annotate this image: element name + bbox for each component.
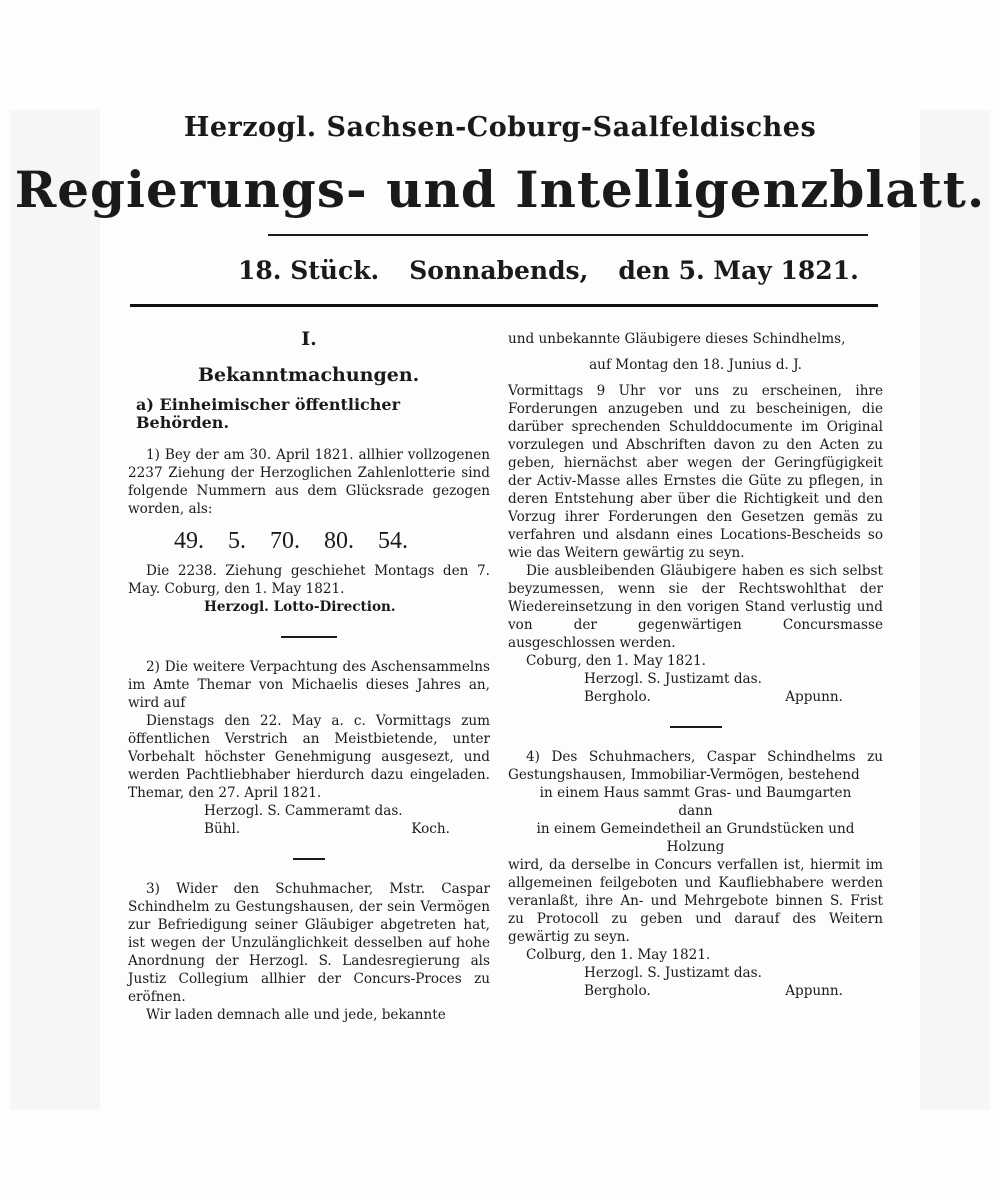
header-rule-thick: [130, 304, 878, 307]
notice-3-place-date: Coburg, den 1. May 1821.: [526, 653, 706, 669]
left-column: [128, 330, 490, 1024]
signer-name: Bergholo.: [584, 689, 651, 705]
lottery-number: 70.: [270, 528, 300, 554]
notice-2-text: 2) Die weitere Verpachtung des Aschensammelns im Amte Themar von Michaelis dieses Jahres an, wird auf: [128, 659, 490, 711]
signer-name: Bergholo.: [584, 983, 651, 999]
notice-2-signers: [204, 820, 450, 838]
property-connector: dann: [678, 803, 713, 819]
header-subtitle: Herzogl. Sachsen-Coburg-Saalfeldisches: [183, 112, 817, 143]
property-item: in einem Gemeindetheil an Grundstücken und Holzung: [536, 821, 855, 855]
issue-day: Sonnabends,: [409, 256, 589, 285]
issue-date: den 5. May 1821.: [618, 256, 859, 285]
notice-3-signers: [584, 688, 843, 706]
notice-2-details: Dienstags den 22. May a. c. Vormittags zum öffentlichen Verstrich an Meistbietende, unter Vorbehalt höchster Genehmigung ausgesezt, und werden Pachtliebhaber hierdurch dazu eingeladen. Themar, den 27. April 1821.: [128, 713, 490, 801]
page-bleed-right: [920, 110, 990, 1110]
page-bleed-left: [10, 110, 100, 1110]
signer-name: Bühl.: [204, 821, 241, 837]
notice-3-instructions: Vormittags 9 Uhr vor uns zu erscheinen, ihre Forderungen anzugeben und zu bescheinigen, die darüber sprechenden Schulddocumente im Original vorzulegen und Abschriften davon zu den Acten zu geben, hiernächst aber wegen der Geringfügigkeit der Activ-Masse alles Ernstes die Güte zu pflegen, in deren Entstehung aber über die Richtigkeit und den Vorzug ihrer Forderungen den Gesetzen gemäs zu verfahren und alsdann eines Locations-Bescheids so wie das Weitern gewärtig zu seyn.: [508, 383, 883, 561]
notice-2-signature: Herzogl. S. Cammeramt das.: [204, 803, 403, 819]
notice-3-signature: Herzogl. S. Justizamt das.: [584, 671, 762, 687]
spacer: [508, 348, 883, 356]
notice-3-continuation: Wir laden demnach alle und jede, bekannte: [146, 1007, 446, 1023]
signer-name: Koch.: [411, 821, 450, 837]
notice-1-followup: Die 2238. Ziehung geschiehet Montags den 7. May. Coburg, den 1. May 1821.: [128, 563, 490, 597]
divider: [281, 636, 337, 638]
right-column: [508, 330, 883, 1000]
notice-4-place-date: Colburg, den 1. May 1821.: [526, 947, 711, 963]
notice-4-text: 4) Des Schuhmachers, Caspar Schindhelms zu Gestungshausen, Immobiliar-Vermögen, bestehend: [508, 749, 883, 783]
notice-1-text: 1) Bey der am 30. April 1821. allhier vollzogenen 2237 Ziehung der Herzoglichen Zahlenlotterie sind folgende Nummern aus dem Glücksrade gezogen worden, als:: [128, 447, 490, 517]
lottery-number: 5.: [228, 528, 246, 554]
signer-name: Appunn.: [785, 983, 843, 999]
lottery-numbers: [174, 528, 490, 554]
notice-3-warning: Die ausbleibenden Gläubigere haben es sich selbst beyzumessen, wenn sie der Rechtswohlthat der Wiedereinsetzung in den vorigen Stand verlustig und von der gegenwärtigen Concursmasse ausgeschlossen werden.: [508, 563, 883, 651]
lottery-number: 49.: [174, 528, 204, 554]
divider: [670, 726, 722, 728]
divider: [293, 858, 325, 860]
lottery-number: 80.: [324, 528, 354, 554]
notice-3-text: 3) Wider den Schuhmacher, Mstr. Caspar Schindhelm zu Gestungshausen, der sein Vermögen zur Befriedigung seiner Gläubiger abgetreten hat, ist wegen der Unzulänglichkeit desselben auf hohe Anordnung der Herzogl. S. Landesregierung als Justiz Collegium allhier der Concurs-Proces zu eröfnen.: [128, 881, 490, 1005]
notice-1-signature: Herzogl. Lotto-Direction.: [204, 599, 396, 615]
notice-4-signers: [584, 982, 843, 1000]
subsection-heading: a) Einheimischer öffentlicher Behörden.: [136, 395, 401, 432]
signer-name: Appunn.: [785, 689, 843, 705]
spacer: [508, 374, 883, 382]
issue-line: [238, 256, 859, 285]
notice-4-details: wird, da derselbe in Concurs verfallen ist, hiermit im allgemeinen feilgeboten und Kaufliebhabere werden veranlaßt, ihre An- und Mehrgebote binnen S. Frist zu Protocoll zu geben und darauf des Weitern gewärtig zu seyn.: [508, 857, 883, 945]
masthead-title: Regierungs- und Intelligenzblatt.: [14, 160, 986, 219]
hearing-date: auf Montag den 18. Junius d. J.: [589, 357, 802, 373]
property-item: in einem Haus sammt Gras- und Baumgarten: [539, 785, 852, 801]
notice-4-signature: Herzogl. S. Justizamt das.: [584, 965, 762, 981]
header-rule: [268, 234, 868, 236]
issue-number: 18. Stück.: [238, 256, 380, 285]
lottery-number: 54.: [378, 528, 408, 554]
section-heading: Bekanntmachungen.: [198, 364, 420, 386]
section-number: I.: [301, 328, 317, 350]
notice-3-creditors: und unbekannte Gläubigere dieses Schindhelms,: [508, 331, 846, 347]
